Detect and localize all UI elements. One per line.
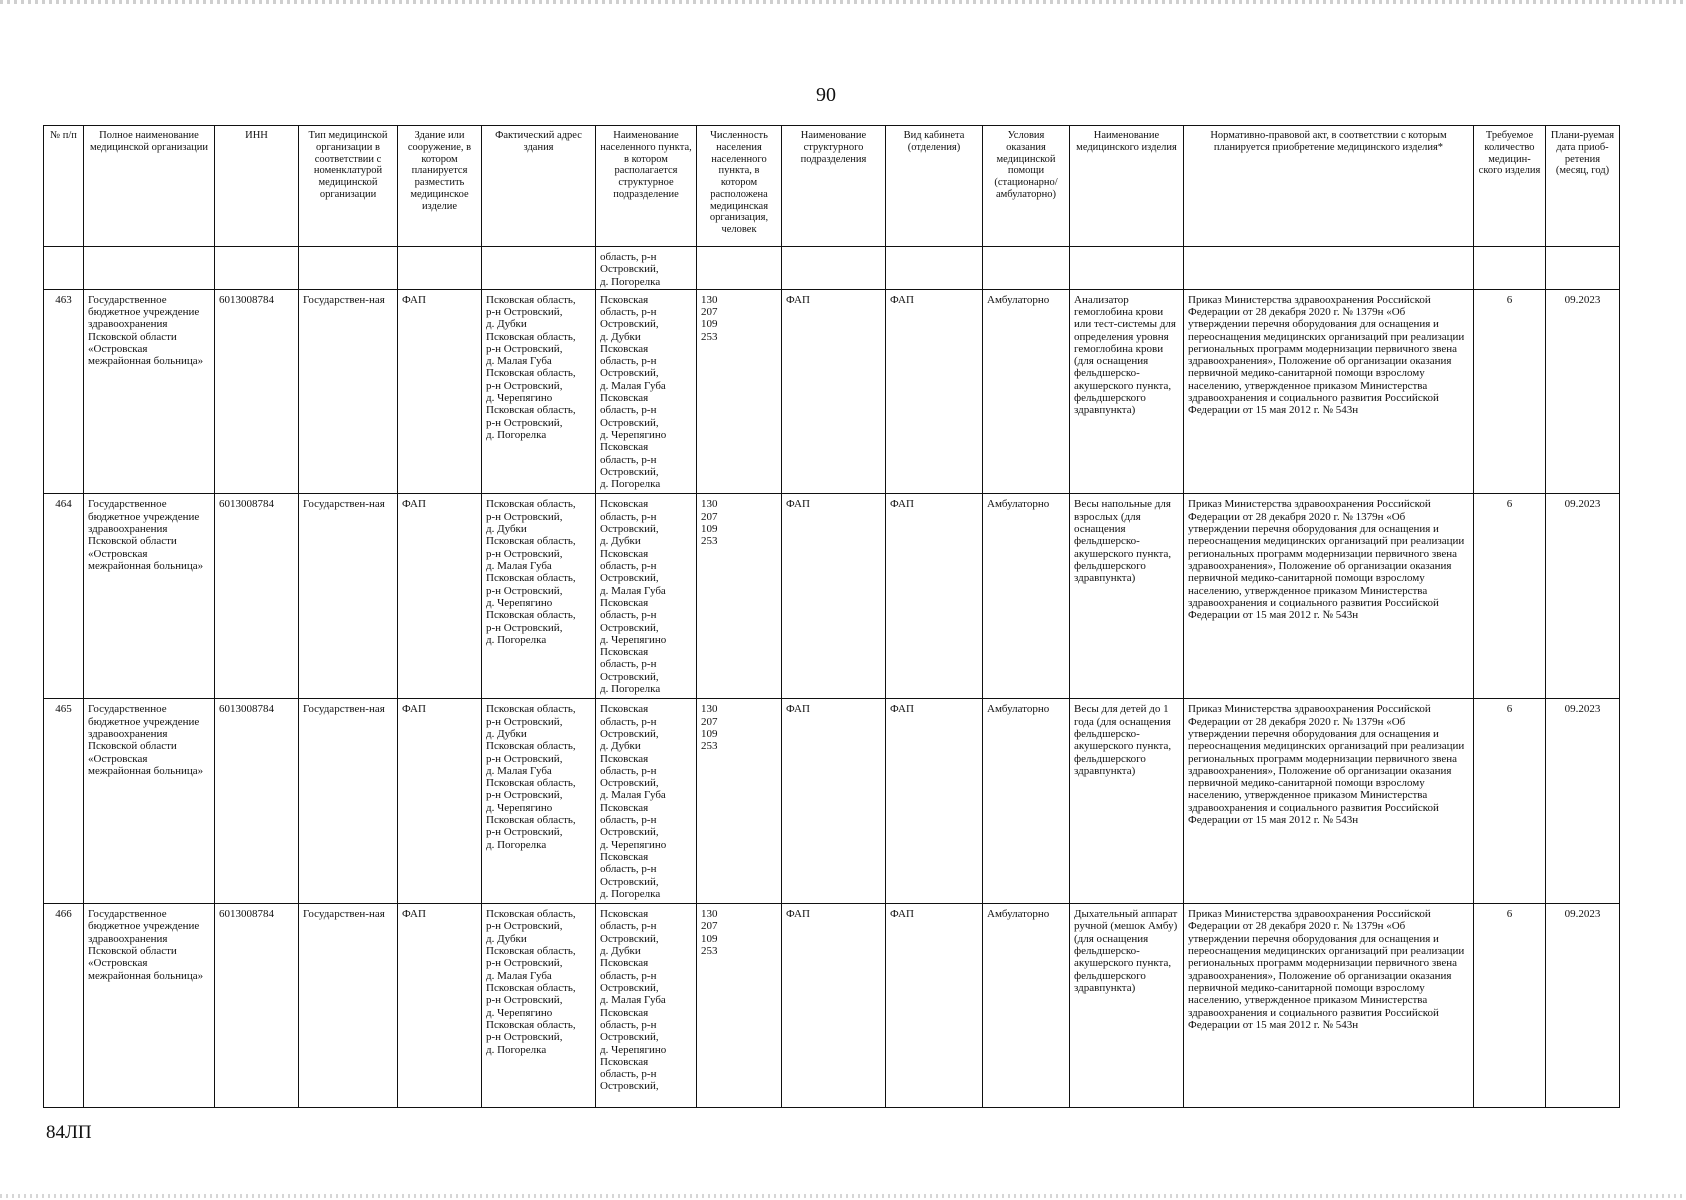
cell-building: ФАП xyxy=(398,289,482,494)
cell-act: Приказ Министерства здравоохранения Российской Федерации от 28 декабря 2020 г. № 1379н «Об утверждении перечня оборудования для оснащения и переоснащения медицинских организаций при реализации региональных программ модернизации первичного звена здравоохранения», Положение об организации оказания первичной медико-санитарной помощи взрослому населению, утвержденное приказом Министерства здравоохранения и социального развития Российской Федерации от 15 мая 2012 г. № 543н xyxy=(1184,904,1474,1108)
cell-building: ФАП xyxy=(398,699,482,904)
continuation-row xyxy=(44,247,1620,290)
cell-inn: 6013008784 xyxy=(215,289,299,494)
cell-cabinet: ФАП xyxy=(886,289,983,494)
cell-population: 130 207 109 253 xyxy=(697,289,782,494)
cell-org: Государственное бюджетное учреждение здравоохранения Псковской области «Островская межрайонная больница» xyxy=(84,904,215,1108)
cell-conditions: Амбулаторно xyxy=(983,494,1070,699)
cell-num: 465 xyxy=(44,699,84,904)
col-header-unit: Наименование структурного подразделения xyxy=(782,126,886,247)
cell-locality: Псковская область, р-н Островский, д. Дубки Псковская область, р-н Островский, д. Малая Губа Псковская область, р-н Островский, д. Черепягино Псковская область, р-н Островский, xyxy=(596,904,697,1108)
col-header-qty: Требуемое количество медицин-ского изделия xyxy=(1474,126,1546,247)
table-row xyxy=(44,494,1620,699)
cell-act: Приказ Министерства здравоохранения Российской Федерации от 28 декабря 2020 г. № 1379н «Об утверждении перечня оборудования для оснащения и переоснащения медицинских организаций при реализации региональных программ модернизации первичного звена здравоохранения», Положение об организации оказания первичной медико-санитарной помощи взрослому населению, утвержденное приказом Министерства здравоохранения и социального развития Российской Федерации от 15 мая 2012 г. № 543н xyxy=(1184,699,1474,904)
cell-unit: ФАП xyxy=(782,289,886,494)
cell-act: Приказ Министерства здравоохранения Российской Федерации от 28 декабря 2020 г. № 1379н «Об утверждении перечня оборудования для оснащения и переоснащения медицинских организаций при реализации региональных программ модернизации первичного звена здравоохранения», Положение об организации оказания первичной медико-санитарной помощи взрослому населению, утвержденное приказом Министерства здравоохранения и социального развития Российской Федерации от 15 мая 2012 г. № 543н xyxy=(1184,289,1474,494)
cell-device: Весы для детей до 1 года (для оснащения фельдшерско-акушерского пункта, фельдшерского здравпункта) xyxy=(1070,699,1184,904)
cell-qty: 6 xyxy=(1474,289,1546,494)
cell-inn: 6013008784 xyxy=(215,904,299,1108)
cell-unit: ФАП xyxy=(782,904,886,1108)
cell-num: 464 xyxy=(44,494,84,699)
continuation-locality: область, р-н Островский, д. Погорелка xyxy=(596,247,697,290)
cell-population: 130 207 109 253 xyxy=(697,699,782,904)
cell-date: 09.2023 xyxy=(1546,904,1620,1108)
col-header-population: Численность населения населенного пункта, в котором расположена медицинская организация, человек xyxy=(697,126,782,247)
cell-device: Дыхательный аппарат ручной (мешок Амбу) (для оснащения фельдшерско-акушерского пункта, фельдшерского здравпункта) xyxy=(1070,904,1184,1108)
cell-cabinet: ФАП xyxy=(886,699,983,904)
cell-qty: 6 xyxy=(1474,904,1546,1108)
cell-unit: ФАП xyxy=(782,494,886,699)
scan-edge-bottom xyxy=(0,1194,1686,1198)
cell-conditions: Амбулаторно xyxy=(983,904,1070,1108)
cell-device: Весы напольные для взрослых (для оснащения фельдшерско-акушерского пункта, фельдшерского здравпункта) xyxy=(1070,494,1184,699)
col-header-locality: Наименование населенного пункта, в котором располагается структурное подразделение xyxy=(596,126,697,247)
cell-locality: Псковская область, р-н Островский, д. Дубки Псковская область, р-н Островский, д. Малая Губа Псковская область, р-н Островский, д. Черепягино Псковская область, р-н Островский, д. Погорелка xyxy=(596,699,697,904)
cell-date: 09.2023 xyxy=(1546,699,1620,904)
cell-address: Псковская область, р-н Островский, д. Дубки Псковская область, р-н Островский, д. Малая Губа Псковская область, р-н Островский, д. Черепягино Псковская область, р-н Островский, д. Погорелка xyxy=(482,289,596,494)
cell-act: Приказ Министерства здравоохранения Российской Федерации от 28 декабря 2020 г. № 1379н «Об утверждении перечня оборудования для оснащения и переоснащения медицинских организаций при реализации региональных программ модернизации первичного звена здравоохранения», Положение об организации оказания первичной медико-санитарной помощи взрослому населению, утвержденное приказом Министерства здравоохранения и социального развития Российской Федерации от 15 мая 2012 г. № 543н xyxy=(1184,494,1474,699)
cell-address: Псковская область, р-н Островский, д. Дубки Псковская область, р-н Островский, д. Малая Губа Псковская область, р-н Островский, д. Черепягино Псковская область, р-н Островский, д. Погорелка xyxy=(482,699,596,904)
cell-type: Государствен-ная xyxy=(299,494,398,699)
col-header-type: Тип медицинской организации в соответствии с номенклатурой медицинской организации xyxy=(299,126,398,247)
cell-locality: Псковская область, р-н Островский, д. Дубки Псковская область, р-н Островский, д. Малая Губа Псковская область, р-н Островский, д. Черепягино Псковская область, р-н Островский, д. Погорелка xyxy=(596,289,697,494)
cell-inn: 6013008784 xyxy=(215,699,299,904)
equipment-table xyxy=(43,125,1620,1108)
footer-code: 84ЛП xyxy=(46,1122,92,1143)
col-header-cabinet: Вид кабинета (отделения) xyxy=(886,126,983,247)
table-row xyxy=(44,699,1620,904)
cell-population: 130 207 109 253 xyxy=(697,904,782,1108)
table-row xyxy=(44,904,1620,1108)
scan-edge-top xyxy=(0,0,1686,4)
cell-locality: Псковская область, р-н Островский, д. Дубки Псковская область, р-н Островский, д. Малая Губа Псковская область, р-н Островский, д. Черепягино Псковская область, р-н Островский, д. Погорелка xyxy=(596,494,697,699)
cell-num: 466 xyxy=(44,904,84,1108)
header-row xyxy=(44,126,1620,247)
cell-date: 09.2023 xyxy=(1546,494,1620,699)
cell-num: 463 xyxy=(44,289,84,494)
col-header-inn: ИНН xyxy=(215,126,299,247)
cell-building: ФАП xyxy=(398,494,482,699)
cell-unit: ФАП xyxy=(782,699,886,904)
cell-org: Государственное бюджетное учреждение здравоохранения Псковской области «Островская межрайонная больница» xyxy=(84,289,215,494)
cell-qty: 6 xyxy=(1474,699,1546,904)
cell-type: Государствен-ная xyxy=(299,904,398,1108)
col-header-org: Полное наименование медицинской организации xyxy=(84,126,215,247)
cell-building: ФАП xyxy=(398,904,482,1108)
cell-qty: 6 xyxy=(1474,494,1546,699)
cell-device: Анализатор гемоглобина крови или тест-системы для определения уровня гемоглобина крови (для оснащения фельдшерско-акушерского пункта, фельдшерского здравпункта) xyxy=(1070,289,1184,494)
cell-conditions: Амбулаторно xyxy=(983,289,1070,494)
cell-cabinet: ФАП xyxy=(886,494,983,699)
cell-address: Псковская область, р-н Островский, д. Дубки Псковская область, р-н Островский, д. Малая Губа Псковская область, р-н Островский, д. Черепягино Псковская область, р-н Островский, д. Погорелка xyxy=(482,904,596,1108)
page-number: 90 xyxy=(816,84,836,106)
cell-type: Государствен-ная xyxy=(299,699,398,904)
col-header-date: Плани-руемая дата приоб-ретения (месяц, год) xyxy=(1546,126,1620,247)
col-header-address: Фактический адрес здания xyxy=(482,126,596,247)
cell-org: Государственное бюджетное учреждение здравоохранения Псковской области «Островская межрайонная больница» xyxy=(84,699,215,904)
cell-cabinet: ФАП xyxy=(886,904,983,1108)
col-header-building: Здание или сооружение, в котором планируется разместить медицинское изделие xyxy=(398,126,482,247)
col-header-device: Наименование медицинского изделия xyxy=(1070,126,1184,247)
cell-org: Государственное бюджетное учреждение здравоохранения Псковской области «Островская межрайонная больница» xyxy=(84,494,215,699)
cell-date: 09.2023 xyxy=(1546,289,1620,494)
cell-population: 130 207 109 253 xyxy=(697,494,782,699)
col-header-conditions: Условия оказания медицинской помощи (стационарно/ амбулаторно) xyxy=(983,126,1070,247)
cell-type: Государствен-ная xyxy=(299,289,398,494)
col-header-act: Нормативно-правовой акт, в соответствии с которым планируется приобретение медицинского изделия* xyxy=(1184,126,1474,247)
col-header-num: № п/п xyxy=(44,126,84,247)
cell-conditions: Амбулаторно xyxy=(983,699,1070,904)
table-row xyxy=(44,289,1620,494)
cell-address: Псковская область, р-н Островский, д. Дубки Псковская область, р-н Островский, д. Малая Губа Псковская область, р-н Островский, д. Черепягино Псковская область, р-н Островский, д. Погорелка xyxy=(482,494,596,699)
cell-inn: 6013008784 xyxy=(215,494,299,699)
